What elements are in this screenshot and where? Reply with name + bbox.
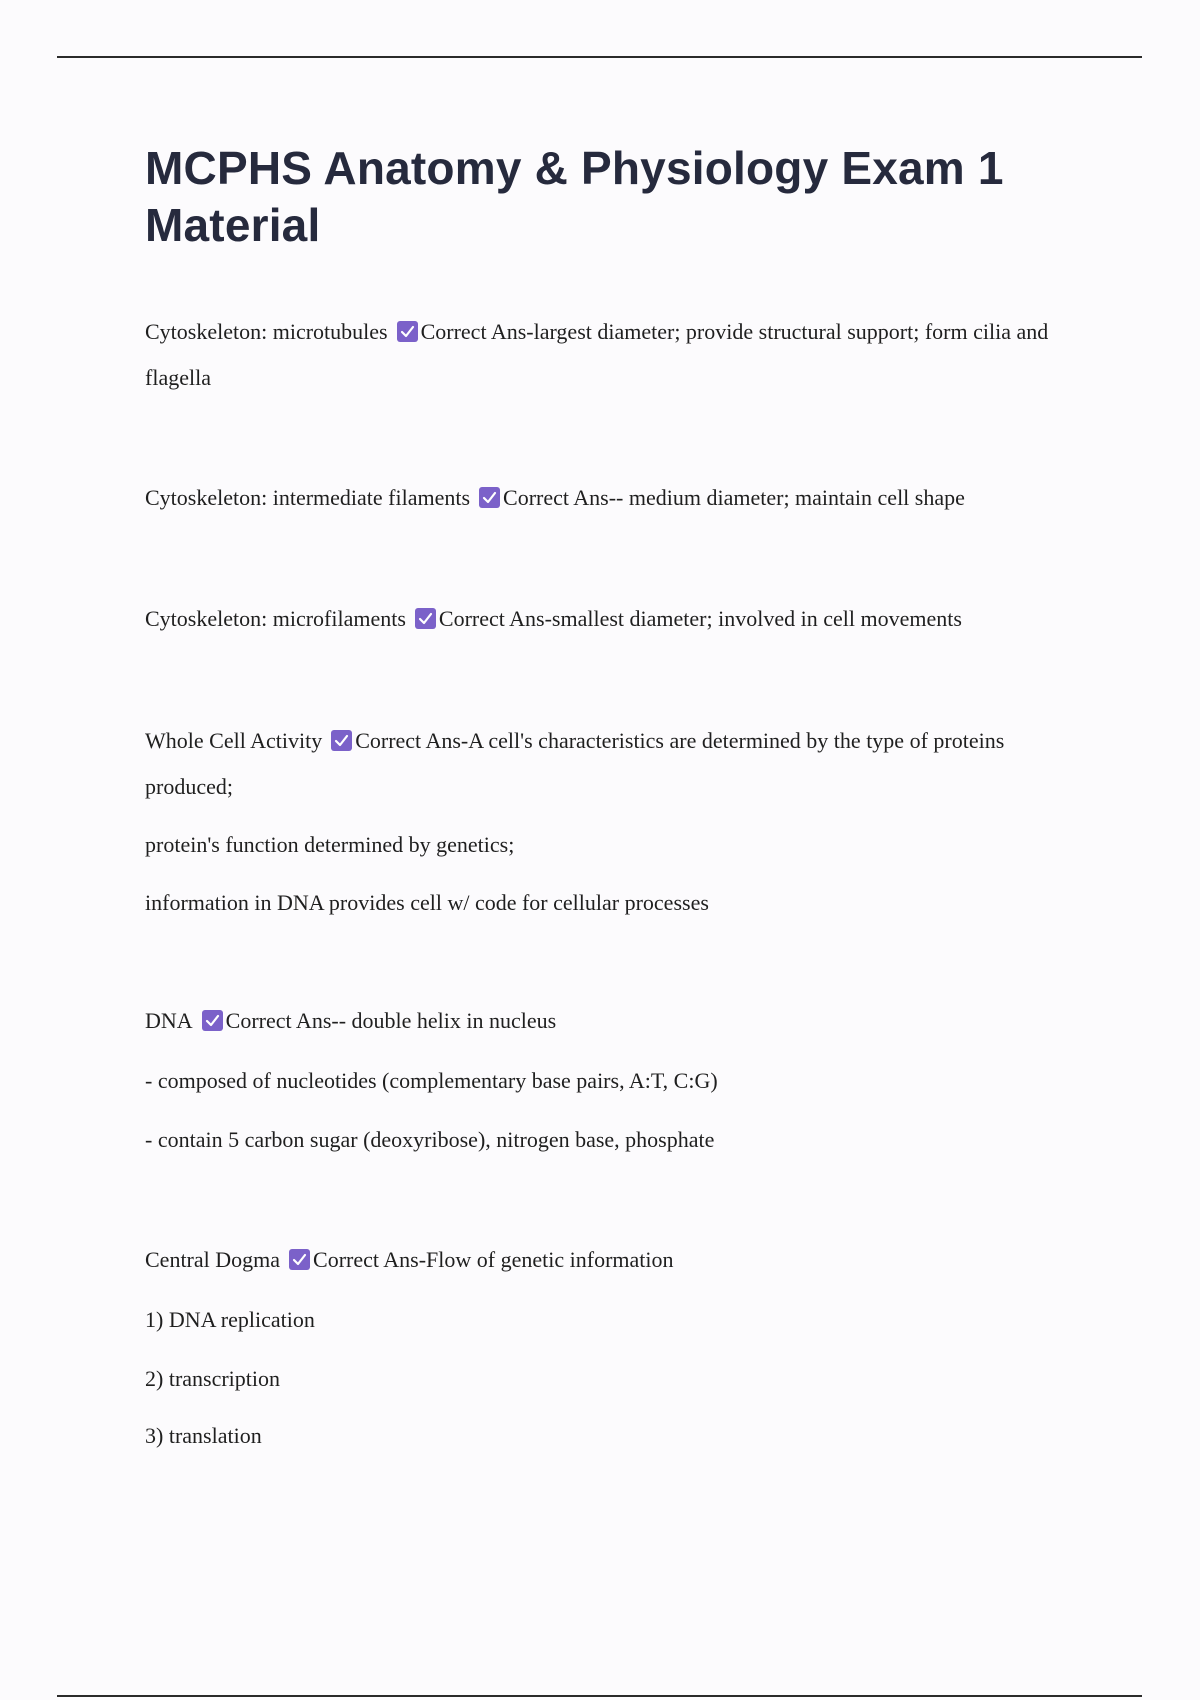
qa-line	[145, 1237, 1065, 1283]
qa-answer: Correct Ans-- medium diameter; maintain cell shape	[503, 485, 965, 510]
qa-line	[145, 309, 1065, 401]
qa-term: Cytoskeleton: microtubules	[145, 319, 388, 344]
qa-item-central-dogma	[145, 1237, 1065, 1459]
qa-item-microtubules	[145, 309, 1065, 401]
qa-answer: Correct Ans-smallest diameter; involved in cell movements	[438, 606, 962, 631]
checkbox-checked-icon	[331, 730, 352, 751]
bottom-rule	[57, 1695, 1142, 1697]
qa-extra-line: - composed of nucleotides (complementary base pairs, A:T, C:G)	[145, 1068, 718, 1093]
qa-extra-line: protein's function determined by genetics;	[145, 832, 515, 857]
qa-term: Central Dogma	[145, 1247, 281, 1272]
qa-term: Cytoskeleton: microfilaments	[145, 606, 406, 631]
qa-extra-line: 2) transcription	[145, 1366, 281, 1391]
qa-extra-line: 3) translation	[145, 1423, 262, 1448]
checkbox-checked-icon	[415, 608, 436, 629]
top-rule	[57, 56, 1142, 58]
qa-item-dna	[145, 998, 1065, 1163]
qa-answer: Correct Ans-- double helix in nucleus	[225, 1008, 557, 1033]
checkbox-checked-icon	[202, 1010, 223, 1031]
qa-line	[145, 475, 1065, 521]
checkbox-checked-icon	[479, 487, 500, 508]
qa-extra-line: - contain 5 carbon sugar (deoxyribose), nitrogen base, phosphate	[145, 1127, 715, 1152]
qa-extra-line: 1) DNA replication	[145, 1307, 315, 1332]
qa-item-microfilaments	[145, 596, 1065, 642]
qa-line	[145, 718, 1065, 810]
qa-answer: Correct Ans-A cell's characteristics are determined by the type of proteins produced;	[145, 728, 1005, 799]
qa-term: Cytoskeleton: intermediate filaments	[145, 485, 471, 510]
document-title: MCPHS Anatomy & Physiology Exam 1 Material	[145, 142, 1004, 251]
qa-extra-line: information in DNA provides cell w/ code for cellular processes	[145, 890, 709, 915]
qa-term: Whole Cell Activity	[145, 728, 323, 753]
checkbox-checked-icon	[289, 1249, 310, 1270]
qa-term: DNA	[145, 1008, 193, 1033]
qa-item-whole-cell-activity	[145, 718, 1065, 926]
qa-line	[145, 596, 1065, 642]
qa-line	[145, 998, 1065, 1044]
checkbox-checked-icon	[397, 321, 418, 342]
qa-answer: Correct Ans-largest diameter; provide structural support; form cilia and flagella	[145, 319, 1049, 390]
qa-item-intermediate-filaments	[145, 475, 1065, 521]
qa-answer: Correct Ans-Flow of genetic information	[313, 1247, 674, 1272]
